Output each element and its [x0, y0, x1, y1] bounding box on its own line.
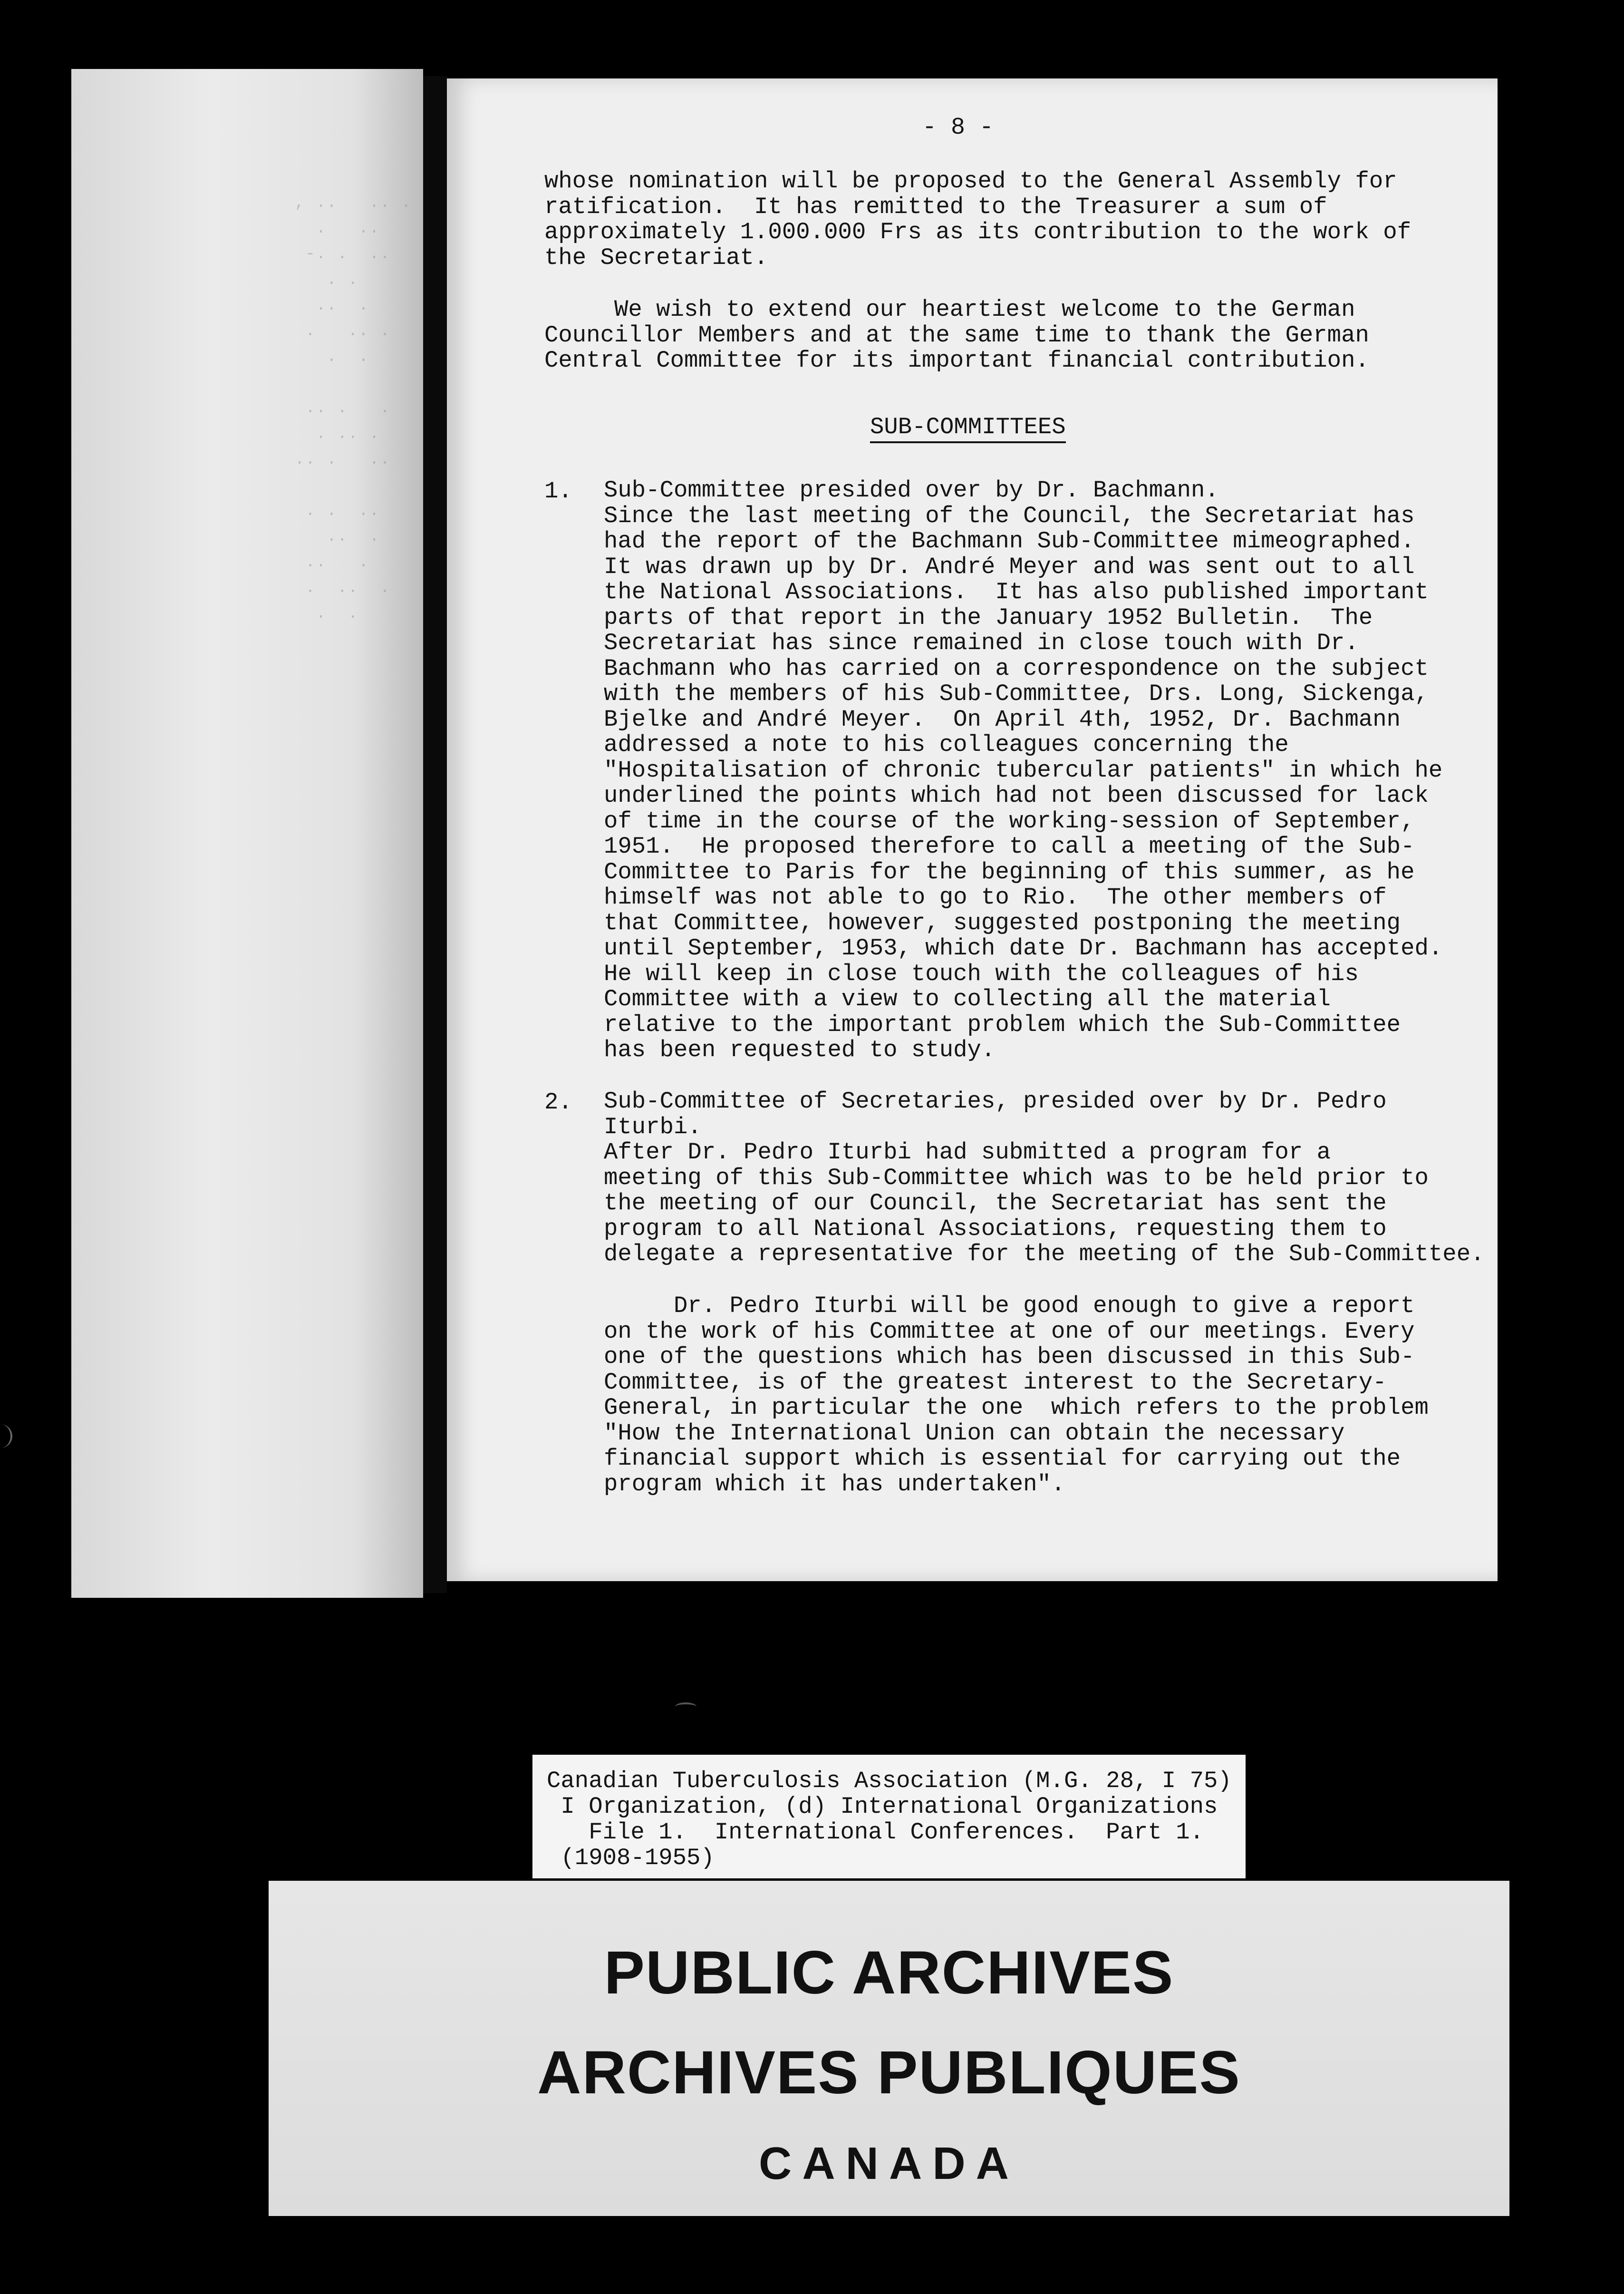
item-text: Sub-Committee presided over by Dr. Bachmann. Since the last meeting of the Council, the Secretariat has had the report of the Bachmann Sub-Committee mimeographed. It was drawn up by Dr. André Meyer and was sent out to all the National Associations. It has also published important parts of that report in the January 1952 Bulletin. The Secretariat has since remained in close touch with Dr. Bachmann who has carried on a correspondence on the subject with the members of his Sub-Committee, Drs. Long, Sickenga, Bjelke and André Meyer. On April 4th, 1952, Dr. Bachmann addressed a note to his colleagues concerning the "Hospitalisation of chronic tubercular patients" in which he underlined the points which had not been discussed for lack of time in the course of the working-session of September, 1951. He proposed therefore to call a meeting of the Sub- Committee to Paris for the beginning of this summer, as he himself was not able to go to Rio. The other members of that Committee, however, suggested postponing the meeting until September, 1953, which date Dr. Bachmann has accepted. He will keep in close touch with the colleagues of his Committee with a view to collecting all the material relative to the important problem which the Sub-Committee has been requested to study. [604, 477, 1443, 1063]
intro-paragraph: whose nomination will be proposed to the General Assembly for ratification. It has remitted to the Treasurer a sum of approximately 1.000.000 Frs as its contribution to the work of the Secretariat. [544, 168, 1411, 271]
item-text: Sub-Committee of Secretaries, presided over by Dr. Pedro Iturbi. After Dr. Pedro Iturbi had submitted a program for a meeting of this Sub-Committee which was to be held prior to the meeting of our Council, the Secretariat has sent the program to all National Associations, requesting them to delegate a representative for the meeting of the Sub-Committee. [604, 1088, 1485, 1267]
stamp-line-english: PUBLIC ARCHIVES [604, 1939, 1174, 2007]
catalogue-label-text: Canadian Tuberculosis Association (M.G. 28, I 75) I Organization, (d) International Organizations File 1. International Conferences. Part 1. (1908-1955) [547, 1768, 1232, 1871]
stamp-line-french: ARCHIVES PUBLIQUES [537, 2039, 1241, 2107]
archives-stamp [269, 1881, 1509, 2216]
page-number: - 8 - [922, 114, 994, 141]
welcome-paragraph: We wish to extend our heartiest welcome to the German Councillor Members and at the same time to thank the German Central Committee for its important financial contribution. [544, 296, 1369, 374]
catalogue-label [532, 1755, 1246, 1878]
film-speck [675, 1702, 696, 1711]
section-heading: SUB-COMMITTEES [870, 414, 1066, 443]
item-number: 2. [544, 1089, 572, 1116]
item-followup-paragraph: Dr. Pedro Iturbi will be good enough to give a report on the work of his Committee at one of our meetings. Every one of the questions which has been discussed in this Sub- Committee, is of the greatest interest to the Secretary- General, in particular the one which refers to the problem "How the International Union can obtain the necessary financial support which is essential for carrying out the program which it has undertaken". [604, 1293, 1429, 1497]
stamp-line-country: CANADA [759, 2138, 1019, 2189]
left-page-bleedthrough: , .. .. . . .. -. . .. . . .. . . .. . . . .. . . . .. . .. . .. . . .. .. . .. . . .. . . . [295, 194, 412, 623]
film-edge-mark [0, 1424, 12, 1448]
item-number: 1. [544, 478, 572, 505]
page-gutter [423, 76, 447, 1593]
